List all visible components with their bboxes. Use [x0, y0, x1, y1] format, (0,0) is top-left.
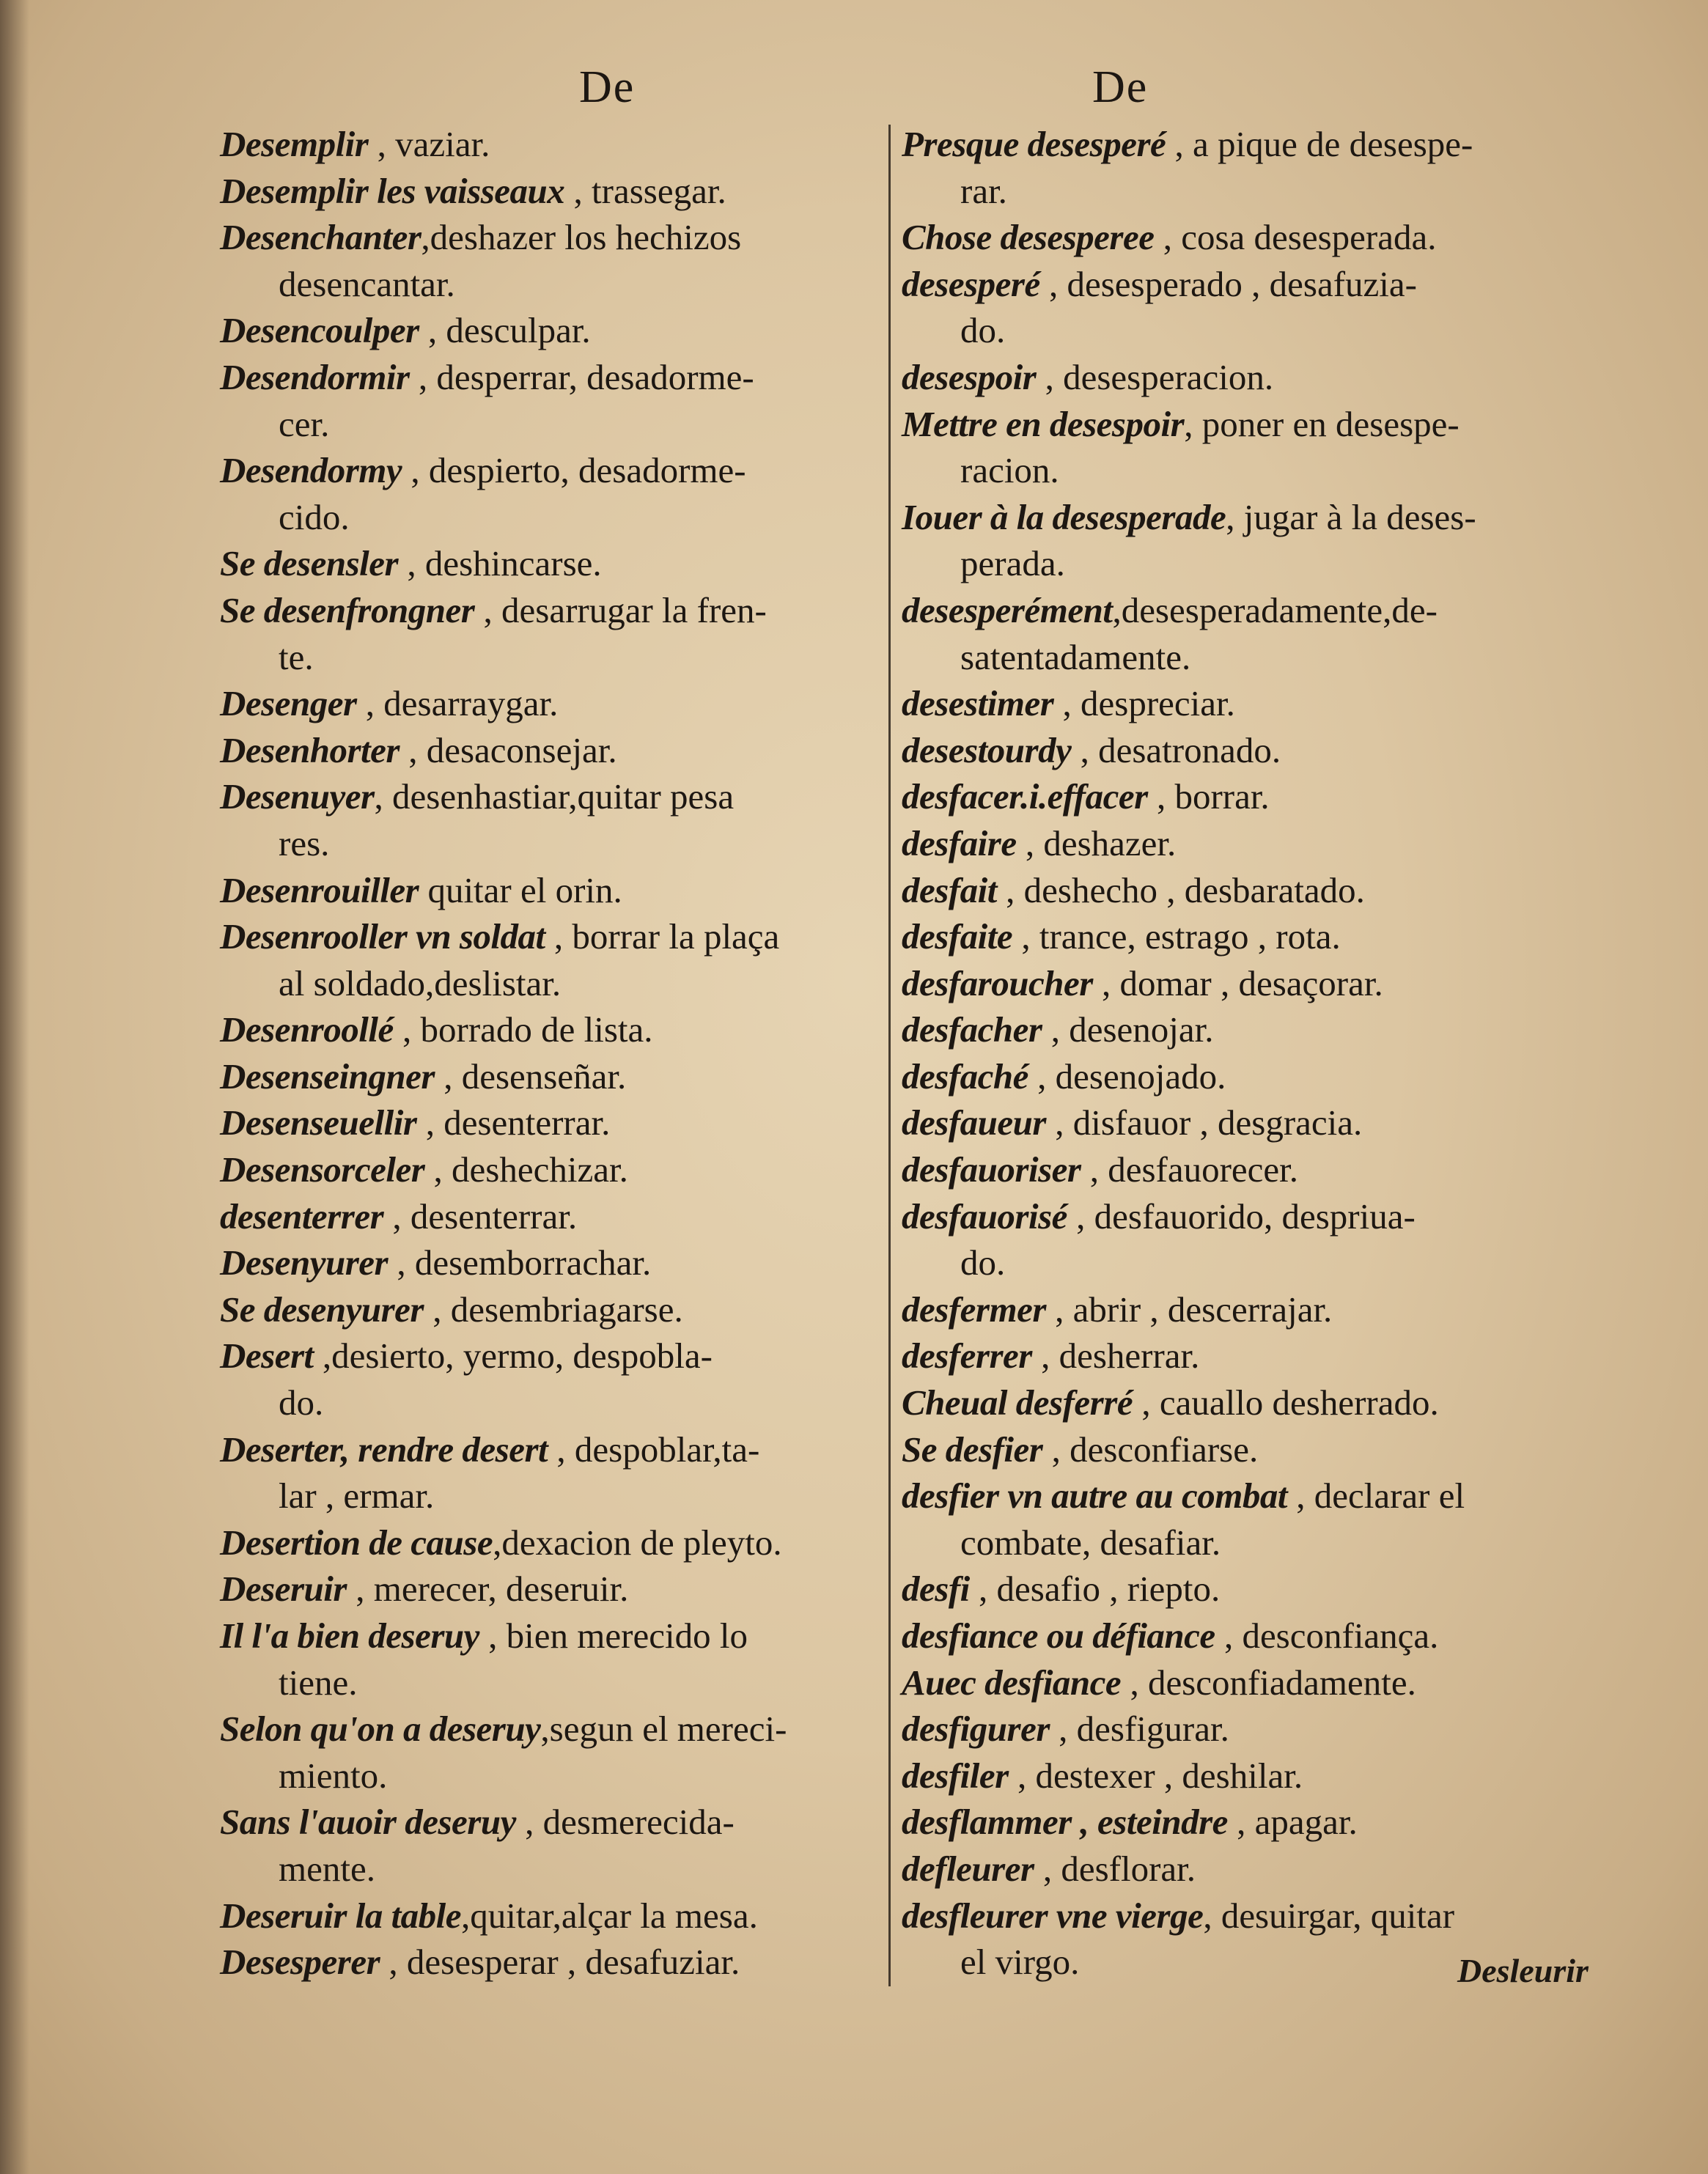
entry-translation: rar.: [960, 170, 1007, 211]
entry-line: [902, 447, 1476, 494]
entry-line: [902, 121, 1476, 168]
entry-line: [220, 1753, 787, 1799]
entry-headword: Desenyurer: [220, 1242, 389, 1283]
entry-translation: , cauallo desherrado.: [1133, 1382, 1439, 1423]
entry-line: [220, 121, 787, 168]
entry-line: [220, 1379, 787, 1426]
dictionary-entry: [902, 354, 1476, 401]
entry-headword: Auec desfiance: [902, 1662, 1122, 1703]
entry-translation: mente.: [279, 1848, 375, 1889]
entry-translation: , desflorar.: [1034, 1848, 1196, 1889]
entry-headword: desfiler: [902, 1755, 1009, 1796]
column-divider: [888, 125, 891, 1986]
dictionary-entry: [902, 494, 1476, 587]
entry-headword: desesperé: [902, 263, 1040, 304]
dictionary-entry: [902, 727, 1476, 774]
entry-translation: , despierto, desadorme-: [402, 450, 746, 491]
entry-translation: , borrado de lista.: [393, 1009, 653, 1050]
left-column-heading: De: [579, 62, 636, 112]
entry-line: [220, 680, 787, 727]
entry-line: [902, 1939, 1476, 1986]
entry-headword: desfauoriser: [902, 1149, 1081, 1190]
entry-headword: desestimer: [902, 683, 1054, 724]
entry-headword: desfaire: [902, 822, 1017, 863]
entry-headword: desfigurer: [902, 1709, 1050, 1750]
dictionary-entry: [902, 680, 1476, 727]
entry-line: [902, 1799, 1476, 1846]
entry-translation: , desfauorido, despriua-: [1067, 1195, 1416, 1237]
entry-translation: , cosa desesperada.: [1154, 217, 1437, 258]
entry-translation: res.: [279, 822, 330, 863]
entry-translation: , desmerecida-: [515, 1802, 735, 1843]
entry-line: [902, 1473, 1476, 1519]
dictionary-entry: [220, 1613, 787, 1706]
entry-line: [220, 1426, 787, 1473]
right-column: [902, 121, 1476, 1986]
dictionary-entry: [220, 727, 787, 774]
entry-translation: , desconfiadamente.: [1121, 1662, 1416, 1703]
entry-line: [220, 307, 787, 354]
entry-translation: al soldado,deslistar.: [279, 962, 562, 1003]
entry-headword: Il l'a bien deseruy: [220, 1615, 479, 1656]
catchword: Desleurir: [1457, 1952, 1589, 1989]
entry-headword: Iouer à la desesperade: [902, 496, 1226, 537]
entry-line: [902, 773, 1476, 820]
entry-line: [220, 168, 787, 215]
entry-line: [902, 494, 1476, 541]
entry-translation: racion.: [960, 450, 1059, 491]
dictionary-entry: [220, 1799, 787, 1892]
entry-translation: ,segun el mereci-: [540, 1709, 787, 1750]
entry-translation: , despreciar.: [1053, 683, 1235, 724]
entry-translation: , declarar el: [1286, 1475, 1465, 1517]
dictionary-entry: [902, 1706, 1476, 1753]
entry-line: [902, 1146, 1476, 1193]
dictionary-entry: [220, 1706, 787, 1799]
dictionary-entry: [902, 587, 1476, 680]
entry-headword: desferrer: [902, 1335, 1032, 1377]
entry-line: [902, 214, 1476, 261]
dictionary-entry: [220, 354, 787, 447]
entry-headword: Desenger: [220, 683, 357, 724]
dictionary-entry: [220, 1426, 787, 1519]
entry-line: [902, 820, 1476, 867]
entry-line: [220, 773, 787, 820]
entry-line: [902, 1753, 1476, 1799]
dictionary-entry: [902, 1799, 1476, 1846]
entry-headword: Mettre en desespoir: [902, 403, 1185, 444]
entry-line: [902, 1706, 1476, 1753]
entry-headword: desfaueur: [902, 1102, 1046, 1143]
entry-translation: , disfauor , desgracia.: [1045, 1102, 1363, 1143]
entry-translation: , desafio , riepto.: [969, 1569, 1221, 1610]
entry-line: [220, 1893, 787, 1939]
entry-translation: , desembriagarse.: [423, 1289, 683, 1330]
entry-translation: ,desesperadamente,de-: [1112, 589, 1438, 630]
entry-line: [220, 1659, 787, 1706]
entry-translation: , desperrar, desadorme-: [409, 356, 754, 397]
entry-line: [902, 1566, 1476, 1613]
entry-translation: , desesperacion.: [1036, 356, 1274, 397]
dictionary-entry: [902, 1053, 1476, 1100]
entry-line: [220, 1566, 787, 1613]
entry-line: [902, 1333, 1476, 1379]
entry-headword: defleurer: [902, 1848, 1034, 1889]
entry-line: [220, 1053, 787, 1100]
entry-translation: ,quitar,alçar la mesa.: [461, 1895, 758, 1936]
entry-line: [220, 214, 787, 261]
entry-headword: desfaroucher: [902, 962, 1093, 1003]
entry-translation: , deshechizar.: [424, 1149, 628, 1190]
entry-headword: Chose desesperee: [902, 217, 1155, 258]
entry-headword: desfiance ou défiance: [902, 1615, 1215, 1656]
dictionary-entry: [220, 773, 787, 866]
dictionary-entry: [902, 820, 1476, 867]
dictionary-entry: [902, 1893, 1476, 1986]
entry-line: [902, 634, 1476, 681]
entry-line: [902, 727, 1476, 774]
entry-headword: Deserter, rendre desert: [220, 1429, 548, 1470]
entry-headword: desespoir: [902, 356, 1037, 397]
dictionary-entry: [902, 1566, 1476, 1613]
entry-headword: Desertion de cause: [220, 1522, 493, 1563]
entry-headword: Se desenyurer: [220, 1289, 424, 1330]
entry-line: [902, 1659, 1476, 1706]
entry-line: [220, 820, 787, 867]
entry-translation: , desfigurar.: [1049, 1709, 1229, 1750]
entry-translation: ,desierto, yermo, despobla-: [313, 1335, 713, 1377]
entry-translation: , borrar.: [1147, 776, 1270, 817]
dictionary-entry: [220, 1566, 787, 1613]
dictionary-entry: [220, 121, 787, 168]
entry-line: [902, 680, 1476, 727]
entry-headword: Desert: [220, 1335, 314, 1377]
entry-headword: desfermer: [902, 1289, 1046, 1330]
entry-translation: , desenhastiar,quitar pesa: [374, 776, 735, 817]
dictionary-entry: [220, 1893, 787, 1939]
entry-translation: , despoblar,ta-: [548, 1429, 760, 1470]
entry-headword: Selon qu'on a deseruy: [220, 1709, 541, 1750]
entry-translation: , desenojado.: [1028, 1055, 1226, 1097]
entry-translation: , vaziar.: [368, 124, 490, 164]
entry-headword: Desenuyer: [220, 776, 375, 817]
entry-translation: , desarrugar la fren-: [474, 589, 767, 630]
entry-line: [220, 634, 787, 681]
dictionary-entry: [902, 960, 1476, 1007]
entry-line: [902, 1053, 1476, 1100]
dictionary-entry: [220, 1333, 787, 1426]
entry-line: [220, 401, 787, 448]
entry-translation: , merecer, deseruir.: [346, 1569, 629, 1610]
entry-headword: Desenrooller vn soldat: [220, 916, 545, 957]
entry-translation: , jugar à la deses-: [1226, 496, 1476, 537]
entry-translation: , deshazer.: [1016, 822, 1177, 863]
entry-headword: Desemplir les vaisseaux: [220, 170, 565, 211]
entry-line: [902, 1426, 1476, 1473]
left-column: [220, 121, 787, 1986]
entry-line: [220, 494, 787, 541]
dictionary-entry: [220, 1053, 787, 1100]
dictionary-entry: [220, 680, 787, 727]
dictionary-entry: [220, 587, 787, 680]
entry-translation: , deshecho , desbaratado.: [996, 869, 1365, 910]
entry-headword: desfier vn autre au combat: [902, 1475, 1287, 1517]
entry-translation: , desenterrar.: [383, 1195, 578, 1237]
entry-translation: , desconfiança.: [1215, 1615, 1439, 1656]
dictionary-entry: [902, 1099, 1476, 1146]
entry-translation: , desconfiarse.: [1042, 1429, 1259, 1470]
dictionary-entry: [220, 1519, 787, 1566]
dictionary-entry: [902, 1659, 1476, 1706]
entry-headword: desfait: [902, 869, 997, 910]
page-gutter-shadow: [0, 0, 29, 2174]
entry-translation: , desculpar.: [419, 310, 591, 351]
entry-headword: Se desenfrongner: [220, 589, 475, 630]
entry-headword: desflammer , esteindre: [902, 1802, 1228, 1843]
entry-translation: satentadamente.: [960, 636, 1191, 677]
entry-translation: , trance, estrago , rota.: [1012, 916, 1341, 957]
dictionary-entry: [220, 1286, 787, 1333]
dictionary-entry: [902, 121, 1476, 214]
entry-line: [902, 1239, 1476, 1286]
dictionary-entry: [902, 1286, 1476, 1333]
entry-translation: , bien merecido lo: [479, 1615, 748, 1656]
entry-translation: miento.: [279, 1755, 388, 1796]
entry-headword: desestourdy: [902, 729, 1072, 770]
entry-headword: desfaché: [902, 1055, 1028, 1097]
entry-translation: tiene.: [279, 1662, 358, 1703]
entry-translation: , a pique de desespe-: [1166, 124, 1473, 164]
entry-headword: desenterrer: [220, 1195, 384, 1237]
entry-headword: Desenhorter: [220, 729, 400, 770]
entry-line: [902, 1519, 1476, 1566]
entry-line: [220, 1239, 787, 1286]
entry-translation: ,deshazer los hechizos: [421, 217, 742, 258]
entry-line: [220, 1006, 787, 1053]
entry-line: [220, 261, 787, 308]
entry-translation: , borrar la plaça: [545, 916, 780, 957]
dictionary-entry: [902, 1753, 1476, 1799]
entry-line: [220, 1613, 787, 1659]
entry-line: [220, 540, 787, 587]
entry-translation: el virgo.: [960, 1942, 1080, 1983]
entry-headword: Deseruir: [220, 1569, 347, 1610]
dictionary-entry: [902, 1333, 1476, 1379]
entry-translation: , deshincarse.: [398, 543, 602, 584]
dictionary-entry: [220, 1939, 787, 1986]
entry-translation: cer.: [279, 403, 330, 444]
dictionary-entry: [902, 773, 1476, 820]
entry-line: [902, 168, 1476, 215]
dictionary-entry: [902, 1426, 1476, 1473]
entry-translation: lar , ermar.: [279, 1475, 435, 1517]
dictionary-entry: [220, 1193, 787, 1240]
dictionary-entry: [902, 214, 1476, 261]
entry-translation: , desenseñar.: [434, 1055, 627, 1097]
entry-translation: , domar , desaçorar.: [1092, 962, 1383, 1003]
entry-translation: combate, desafiar.: [960, 1522, 1221, 1563]
entry-line: [220, 913, 787, 960]
dictionary-entry: [220, 214, 787, 307]
entry-translation: , desesperar , desafuziar.: [380, 1942, 740, 1983]
dictionary-entry: [902, 1379, 1476, 1426]
entry-translation: do.: [960, 1242, 1006, 1283]
entry-translation: , desenterrar.: [416, 1102, 611, 1143]
entry-translation: , desuirgar, quitar: [1203, 1895, 1455, 1936]
dictionary-entry: [220, 1146, 787, 1193]
entry-line: [220, 1939, 787, 1986]
entry-headword: desesperément: [902, 589, 1113, 630]
dictionary-entry: [902, 401, 1476, 494]
entry-headword: Desensorceler: [220, 1149, 425, 1190]
entry-line: [902, 261, 1476, 308]
entry-line: [902, 1286, 1476, 1333]
entry-translation: , poner en desespe-: [1184, 403, 1459, 444]
dictionary-entry: [902, 1193, 1476, 1286]
entry-line: [220, 1099, 787, 1146]
entry-translation: , trassegar.: [564, 170, 726, 211]
dictionary-entry: [220, 307, 787, 354]
entry-translation: , desaconsejar.: [399, 729, 617, 770]
entry-headword: Se desensler: [220, 543, 399, 584]
entry-line: [902, 354, 1476, 401]
dictionary-entry: [220, 913, 787, 1006]
entry-headword: Presque desesperé: [902, 124, 1166, 164]
dictionary-entry: [220, 447, 787, 540]
dictionary-entry: [902, 261, 1476, 354]
entry-headword: Desendormy: [220, 450, 402, 491]
entry-headword: Desendormir: [220, 356, 410, 397]
entry-translation: , desfauorecer.: [1081, 1149, 1299, 1190]
entry-headword: desfi: [902, 1569, 970, 1610]
entry-line: [902, 307, 1476, 354]
dictionary-entry: [220, 540, 787, 587]
entry-line: [902, 1006, 1476, 1053]
entry-line: [220, 1193, 787, 1240]
entry-line: [220, 1286, 787, 1333]
entry-translation: ,dexacion de pleyto.: [493, 1522, 782, 1563]
entry-headword: Desenroollé: [220, 1009, 394, 1050]
entry-line: [220, 447, 787, 494]
entry-line: [902, 1846, 1476, 1893]
entry-line: [220, 727, 787, 774]
dictionary-entry: [902, 1146, 1476, 1193]
entry-line: [902, 1613, 1476, 1659]
entry-translation: cido.: [279, 496, 350, 537]
entry-line: [220, 1799, 787, 1846]
entry-line: [220, 1333, 787, 1379]
entry-translation: do.: [279, 1382, 324, 1423]
entry-line: [902, 913, 1476, 960]
right-column-heading: De: [1092, 62, 1149, 112]
entry-translation: , apagar.: [1227, 1802, 1358, 1843]
dictionary-entry: [902, 1613, 1476, 1659]
entry-line: [902, 1379, 1476, 1426]
entry-translation: , abrir , descerrajar.: [1045, 1289, 1333, 1330]
entry-headword: desfleurer vne vierge: [902, 1895, 1204, 1936]
dictionary-entry: [902, 913, 1476, 960]
dictionary-entry: [902, 1846, 1476, 1893]
entry-headword: Desenchanter: [220, 217, 422, 258]
dictionary-entry: [902, 867, 1476, 914]
entry-line: [220, 867, 787, 914]
entry-headword: desfacher: [902, 1009, 1042, 1050]
entry-translation: perada.: [960, 543, 1065, 584]
entry-line: [902, 1099, 1476, 1146]
entry-headword: Desesperer: [220, 1942, 380, 1983]
entry-line: [902, 540, 1476, 587]
entry-translation: , desesperado , desafuzia-: [1039, 263, 1417, 304]
entry-translation: quitar el orin.: [419, 869, 622, 910]
entry-line: [220, 1146, 787, 1193]
entry-line: [902, 960, 1476, 1007]
entry-line: [902, 867, 1476, 914]
dictionary-entry: [220, 1099, 787, 1146]
dictionary-entry: [220, 168, 787, 215]
entry-line: [902, 1193, 1476, 1240]
entry-line: [220, 587, 787, 634]
entry-headword: Cheual desferré: [902, 1382, 1133, 1423]
entry-headword: Desenseingner: [220, 1055, 435, 1097]
entry-line: [220, 960, 787, 1007]
entry-line: [220, 1706, 787, 1753]
entry-headword: Sans l'auoir deseruy: [220, 1802, 516, 1843]
dictionary-entry: [220, 867, 787, 914]
entry-translation: te.: [279, 636, 314, 677]
entry-translation: desencantar.: [279, 263, 455, 304]
entry-translation: , destexer , deshilar.: [1008, 1755, 1303, 1796]
entry-translation: , desenojar.: [1042, 1009, 1214, 1050]
entry-headword: Desenseuellir: [220, 1102, 417, 1143]
entry-translation: , desherrar.: [1031, 1335, 1200, 1377]
entry-headword: Deseruir la table: [220, 1895, 462, 1936]
entry-headword: desfaite: [902, 916, 1013, 957]
entry-line: [902, 1893, 1476, 1939]
entry-headword: Desencoulper: [220, 310, 419, 351]
entry-translation: , desatronado.: [1071, 729, 1281, 770]
dictionary-entry: [902, 1473, 1476, 1566]
entry-line: [220, 1846, 787, 1893]
entry-headword: desfauorisé: [902, 1195, 1067, 1237]
dictionary-entry: [902, 1006, 1476, 1053]
dictionary-entry: [220, 1006, 787, 1053]
entry-line: [902, 587, 1476, 634]
entry-headword: Desemplir: [220, 124, 369, 164]
entry-headword: Se desfier: [902, 1429, 1043, 1470]
entry-line: [220, 1473, 787, 1519]
entry-translation: , desemborrachar.: [388, 1242, 652, 1283]
dictionary-entry: [220, 1239, 787, 1286]
entry-line: [220, 1519, 787, 1566]
entry-headword: Desenrouiller: [220, 869, 419, 910]
entry-line: [902, 401, 1476, 448]
entry-translation: do.: [960, 310, 1006, 351]
entry-translation: , desarraygar.: [356, 683, 559, 724]
entry-headword: desfacer.i.effacer: [902, 776, 1148, 817]
entry-line: [220, 354, 787, 401]
